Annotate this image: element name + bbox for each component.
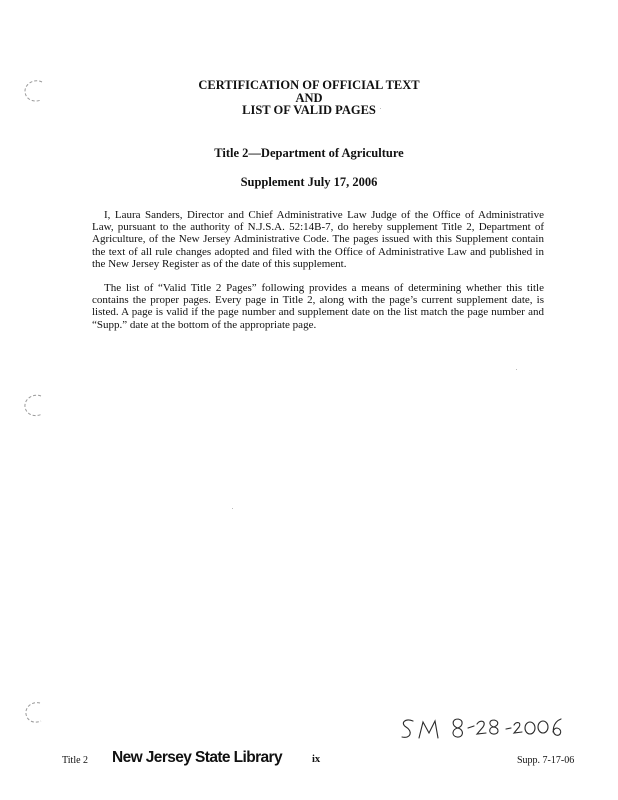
footer-title: Title 2: [62, 755, 89, 766]
scan-speck: [516, 369, 517, 370]
handwritten-note: [395, 713, 570, 747]
footer-supplement-date: Supp. 7-17-06: [517, 755, 575, 766]
punch-hole-icon: [20, 391, 50, 421]
document-title: Title 2—Department of Agriculture: [214, 146, 404, 160]
supplement-heading: Supplement July 17, 2006: [240, 175, 378, 189]
paragraph-text: I, Laura Sanders, Director and Chief Administrative Law Judge of the Office of Administrative Law, pursuant to the authority of N.J.S.A. 52:14B-7, do hereby supplement Title 2, Department of Agriculture, of the New Jersey Administrative Code. The pages issued with this Supplement contain the text of all rule changes adopted and filed with the Office of Administrative Law and published in the New Jersey Register as of the date of this supplement.: [92, 209, 544, 270]
page-number: ix: [312, 754, 321, 765]
heading-line-certification: CERTIFICATION OF OFFICIAL TEXT: [198, 78, 420, 92]
paragraph-text: The list of “Valid Title 2 Pages” following provides a means of determining whether this title contains the proper pages. Every page in Title 2, along with the page’s current supplement date, is listed. A page is valid if the page number and supplement date on the list match the page number and “Supp.” date at the bottom of the appropriate page.: [92, 282, 544, 331]
scan-speck: [380, 108, 381, 109]
certification-paragraph: [92, 209, 544, 270]
library-stamp: New Jersey State Library: [112, 749, 282, 766]
valid-pages-paragraph: [92, 282, 544, 331]
page-footer: [0, 749, 618, 772]
heading-line-and: AND: [295, 91, 323, 105]
punch-hole-icon: [20, 698, 50, 728]
heading-line-list: LIST OF VALID PAGES: [242, 103, 376, 117]
scan-speck: [232, 508, 233, 509]
